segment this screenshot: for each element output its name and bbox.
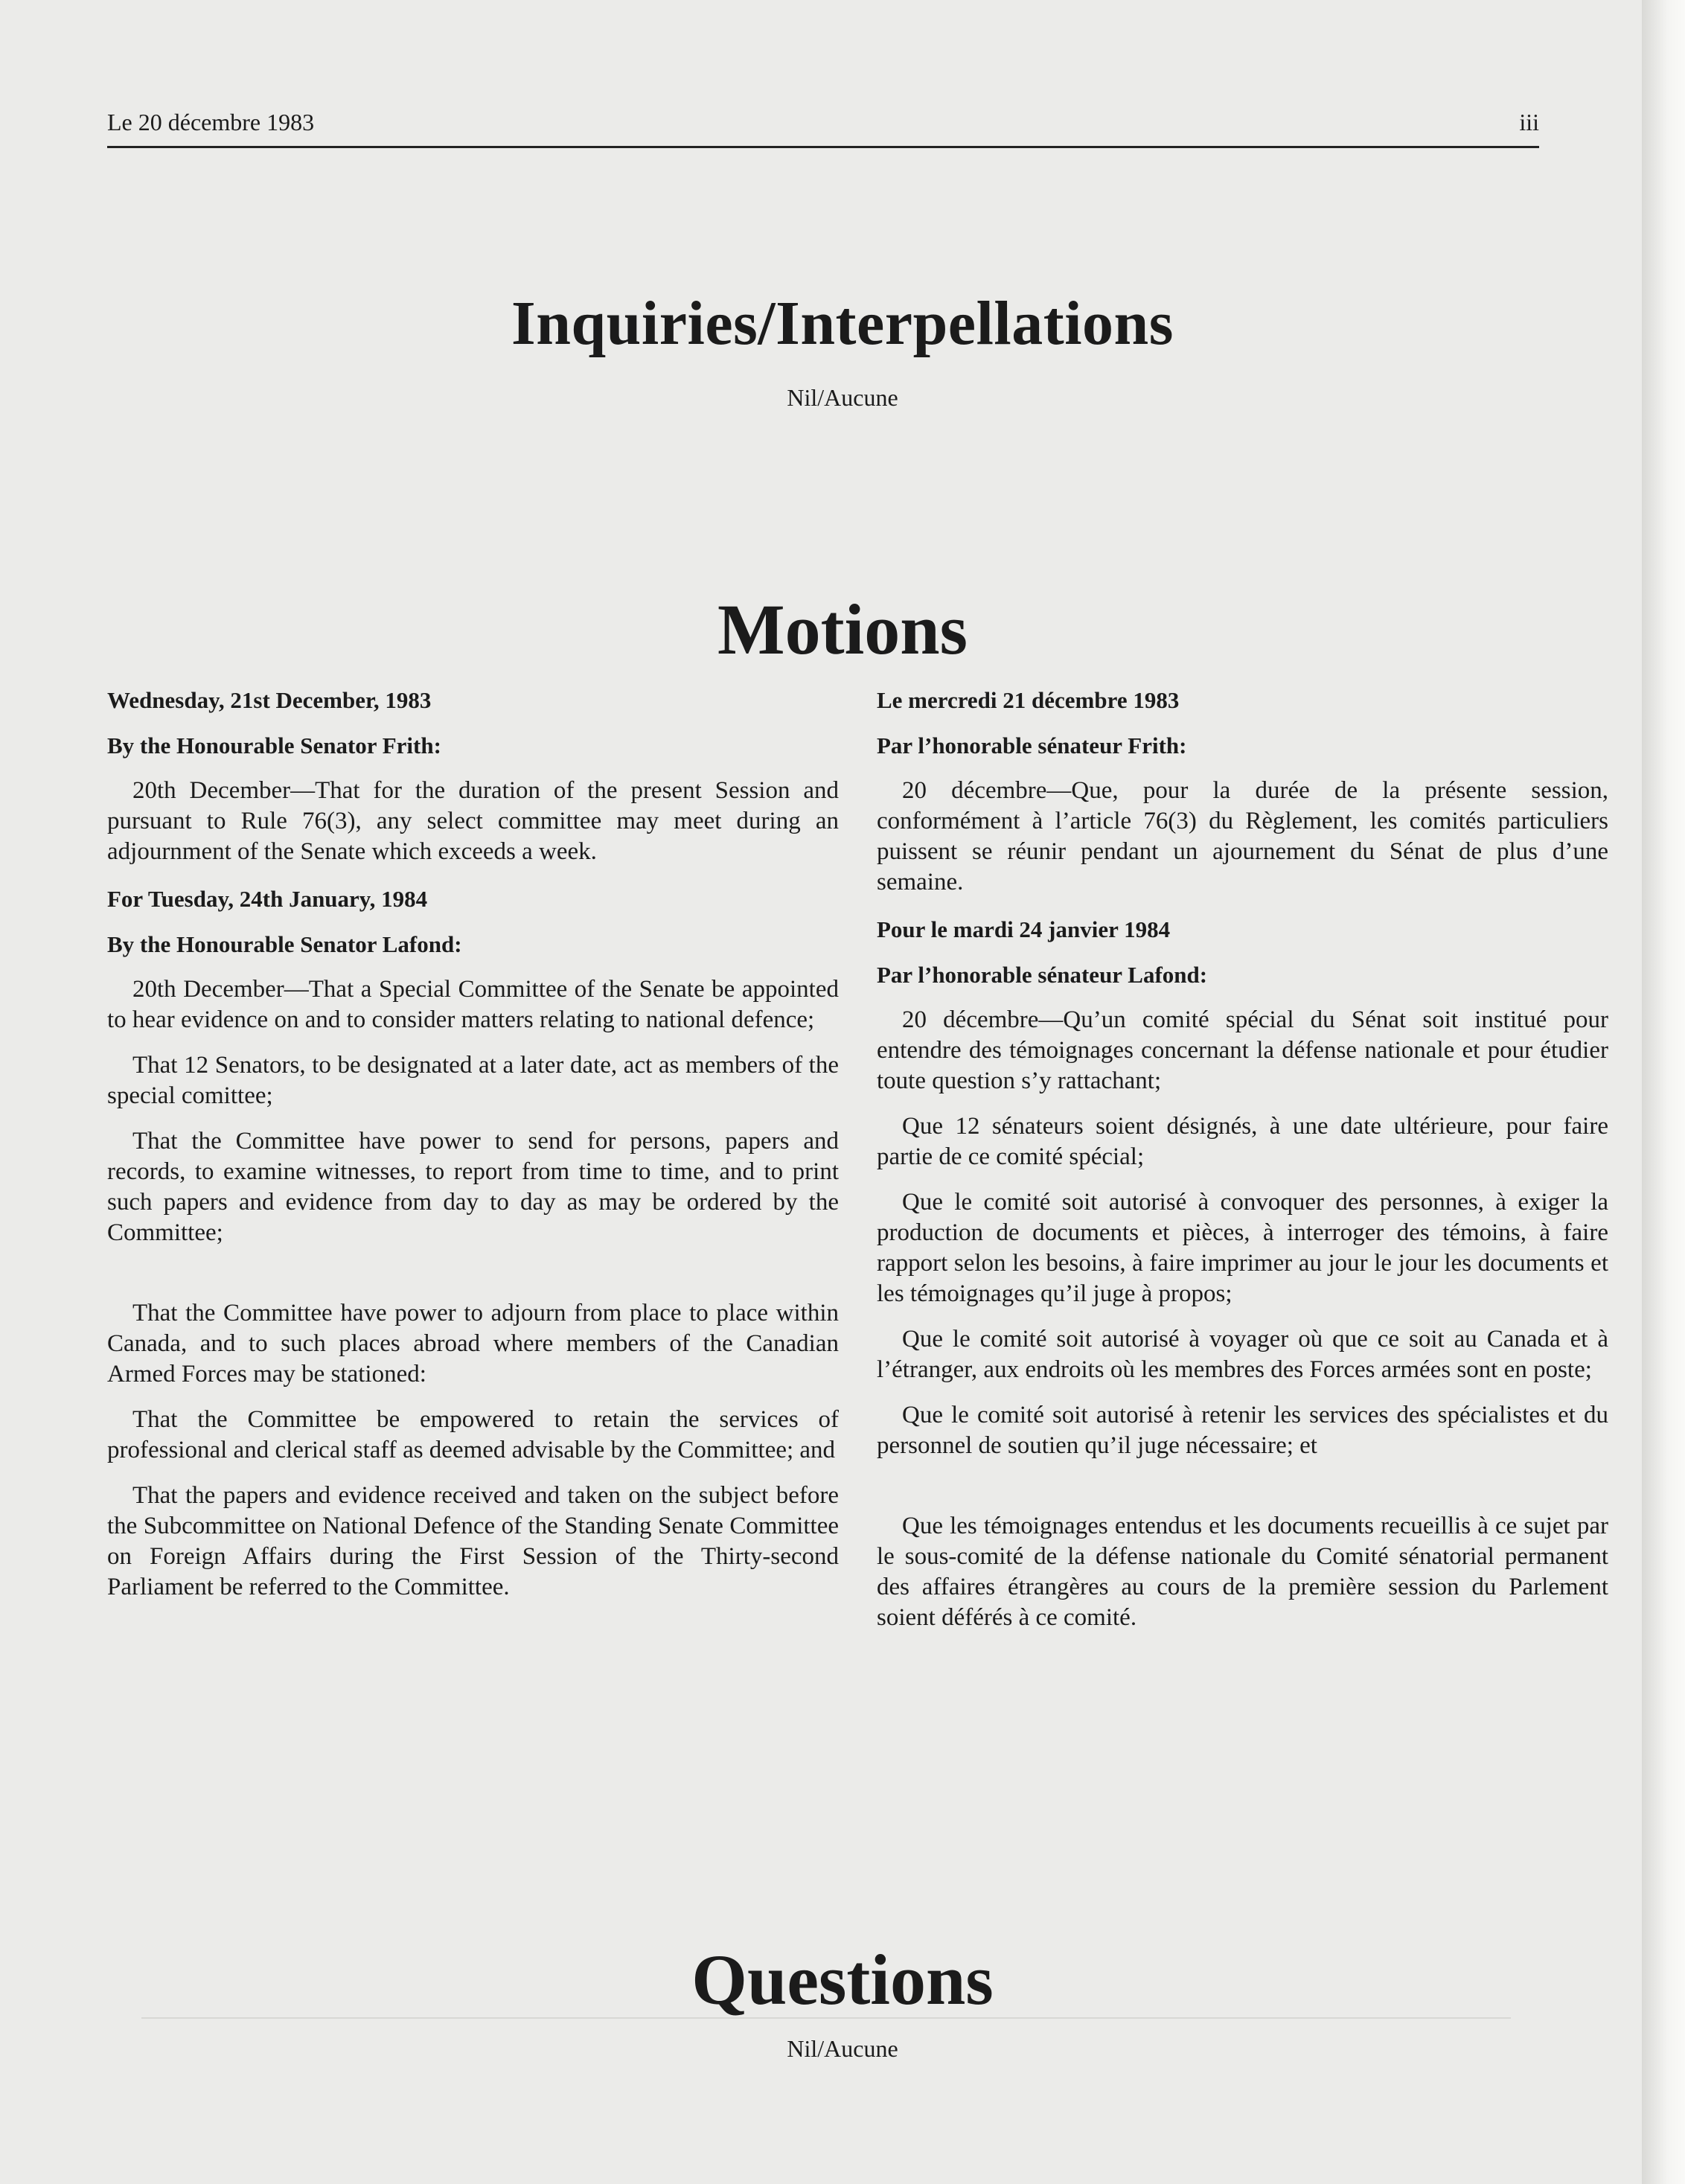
- motion-text: That the papers and evidence received and taken on the subject before the Subcommittee on National Defence of the Standing Senate Committee on Foreign Affairs during the First Session of the Thirty-second Parliament be referred to the Committee.: [107, 1482, 839, 1600]
- motions-title: Motions: [717, 590, 968, 669]
- motion-text: 20th December—That for the duration of the present Session and pursuant to Rule 76(3), any select committee may meet during an adjournment of the Senate which exceeds a week.: [107, 777, 839, 865]
- motion-text: Que le comité soit autorisé à voyager où que ce soit au Canada et à l’étranger, aux endroits où les membres des Forces armées sont en poste;: [877, 1326, 1608, 1383]
- header-date: Le 20 décembre 1983: [107, 109, 315, 135]
- motion-senator: By the Honourable Senator Lafond:: [107, 931, 462, 957]
- inquiries-title: Inquiries/Interpellations: [511, 289, 1174, 358]
- motion-date: Le mercredi 21 décembre 1983: [877, 687, 1180, 713]
- motion-senator: Par l’honorable sénateur Lafond:: [877, 962, 1208, 988]
- motion-date: Pour le mardi 24 janvier 1984: [877, 916, 1171, 942]
- inquiries-status: Nil/Aucune: [787, 384, 898, 411]
- motion-date: Wednesday, 21st December, 1983: [107, 687, 432, 713]
- motions-french-column: [877, 685, 1608, 1633]
- motion-senator: Par l’honorable sénateur Frith:: [877, 732, 1187, 759]
- motion-text: 20 décembre—Qu’un comité spécial du Sénat soit institué pour entendre des témoignages concernant la défense nationale et pour étudier toute question s’y rattachant;: [877, 1006, 1608, 1094]
- motion-date: For Tuesday, 24th January, 1984: [107, 886, 428, 912]
- motion-text: Que les témoignages entendus et les documents recueillis à ce sujet par le sous-comité de la défense nationale du Comité sénatorial permanent des affaires étrangères au cours de la première session du Parlement soient déférés à ce comité.: [877, 1513, 1608, 1631]
- motion-text: That the Committee have power to send for persons, papers and records, to examine witnesses, to report from time to time, and to print such papers and evidence from day to day as may be ordered by the Committee;: [107, 1128, 839, 1246]
- motion-text: Que le comité soit autorisé à convoquer des personnes, à exiger la production de documents et pièces, à interroger des témoins, à faire rapport selon les besoins, à faire imprimer au jour le jour les documents et les témoignages qu’il juge à propos;: [877, 1189, 1608, 1307]
- questions-title: Questions: [691, 1940, 994, 2019]
- motion-text: 20 décembre—Que, pour la durée de la présente session, conformément à l’article 76(3) du Règlement, les comités particuliers puissent se réunir pendant un ajournement du Sénat de plus d’une semaine.: [877, 777, 1608, 895]
- page-number: iii: [1519, 109, 1539, 135]
- motion-senator: By the Honourable Senator Frith:: [107, 732, 441, 759]
- motion-text: That the Committee be empowered to retain the services of professional and clerical staff as deemed advisable by the Committee; and: [107, 1406, 839, 1463]
- motion-text: 20th December—That a Special Committee of the Senate be appointed to hear evidence on and to consider matters relating to national defence;: [107, 976, 839, 1033]
- motion-text: Que 12 sénateurs soient désignés, à une date ultérieure, pour faire partie de ce comité spécial;: [877, 1113, 1608, 1170]
- motions-english-column: [107, 685, 839, 1603]
- motion-text: That 12 Senators, to be designated at a later date, act as members of the special comittee;: [107, 1052, 839, 1109]
- motion-text: Que le comité soit autorisé à retenir les services des spécialistes et du personnel de soutien qu’il juge nécessaire; et: [877, 1402, 1608, 1459]
- motion-text: That the Committee have power to adjourn from place to place within Canada, and to such places abroad where members of the Canadian Armed Forces may be stationed:: [107, 1300, 839, 1388]
- page-header: [107, 109, 1539, 148]
- questions-status: Nil/Aucune: [787, 2035, 898, 2062]
